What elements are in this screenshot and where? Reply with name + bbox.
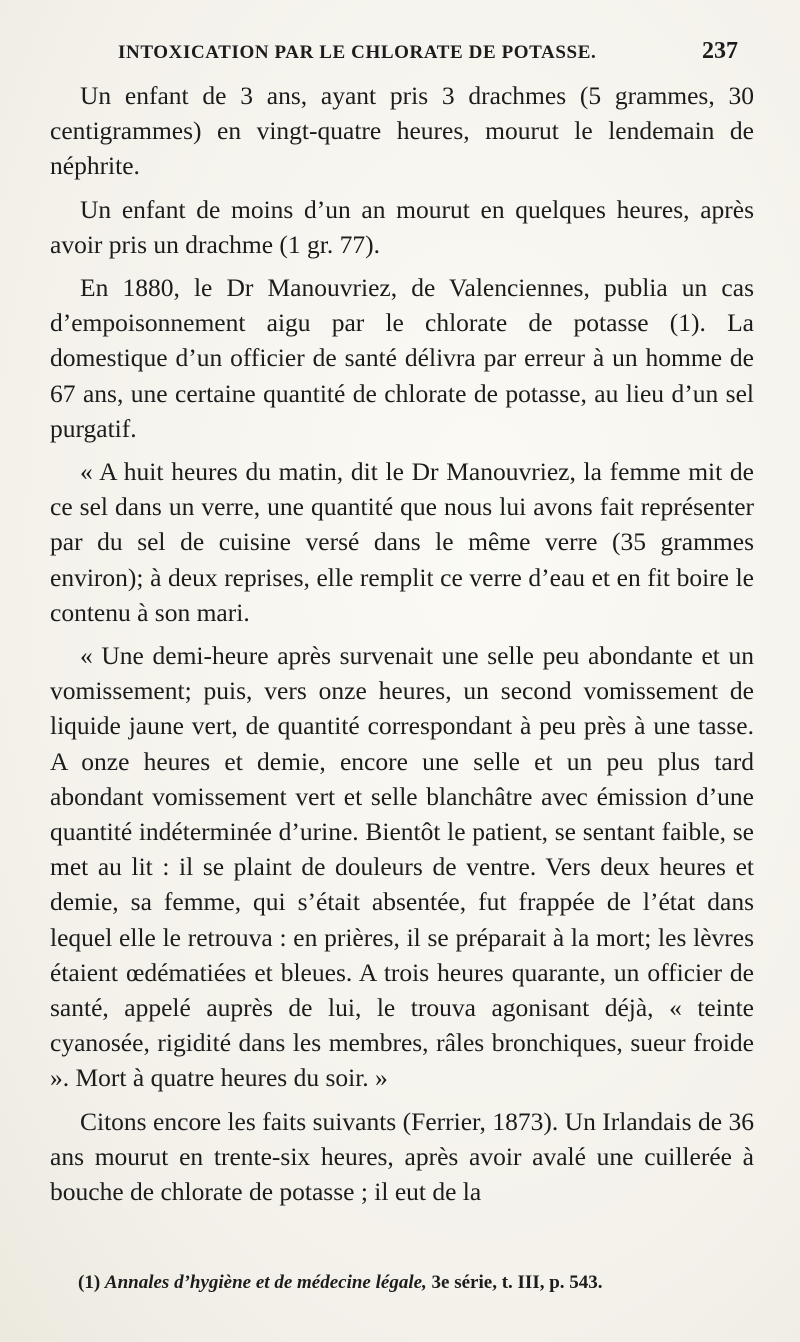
body-text (50, 78, 754, 1217)
footnote-marker: (1) (78, 1272, 101, 1293)
paragraph-4: « A huit heures du matin, dit le Dr Manouvriez, la femme mit de ce sel dans un verre, une quantité que nous lui avons fait représenter par du sel de cuisine versé dans le même verre (35 grammes environ); à deux reprises, elle remplit ce verre d’eau et en fit boire le contenu à son mari. (50, 457, 754, 627)
paragraph-2: Un enfant de moins d’un an mourut en quelques heures, après avoir pris un drachme (1 gr. 77). (50, 194, 754, 259)
paragraph-5: « Une demi-heure après survenait une selle peu abondante et un vomissement; puis, vers onze heures, un second vomissement de liquide jaune vert, de quantité correspondant à peu près à une tasse. A onze heures et demie, encore une selle et un peu plus tard abondant vomissement vert et selle blanchâtre avec émission d’une quantité indéterminée d’urine. Bientôt le patient, se sentant faible, se met au lit : il se plaint de douleurs de ventre. Vers deux heures et demie, sa femme, qui s’était absentée, fut frappée de l’état dans lequel elle le retrouva : en prières, il se préparait à la mort; les lèvres étaient œdématiées et bleues. A trois heures quarante, un officier de santé, appelé auprès de lui, le trouva agonisant déjà, « teinte cyanosée, rigidité dans les membres, râles bronchiques, sueur froide ». Mort à quatre heures du soir. » (50, 641, 754, 1093)
footnote-reference: 3e série, t. III, p. 543. (431, 1272, 603, 1293)
page-header (118, 36, 738, 70)
page-number: 237 (702, 38, 738, 64)
footnote-title: Annales d’hygiène et de médecine légale, (104, 1272, 427, 1293)
paragraph-3: En 1880, le Dr Manouvriez, de Valenciennes, publia un cas d’empoisonnement aigu par le chlorate de potasse (1). La domestique d’un officier de santé délivra par erreur à un homme de 67 ans, une certaine quantité de chlorate de potasse, au lieu d’un sel purgatif. (50, 273, 754, 443)
paragraph-6: Citons encore les faits suivants (Ferrier, 1873). Un Irlandais de 36 ans mourut en trente-six heures, après avoir avalé une cuillerée à bouche de chlorate de potasse ; il eut de la (50, 1106, 754, 1207)
footnote (78, 1272, 758, 1294)
paragraph-1: Un enfant de 3 ans, ayant pris 3 drachmes (5 grammes, 30 centigrammes) en vingt-quatre heures, mourut le lendemain de néphrite. (50, 81, 754, 181)
running-title: INTOXICATION PAR LE CHLORATE DE POTASSE. (118, 42, 597, 63)
